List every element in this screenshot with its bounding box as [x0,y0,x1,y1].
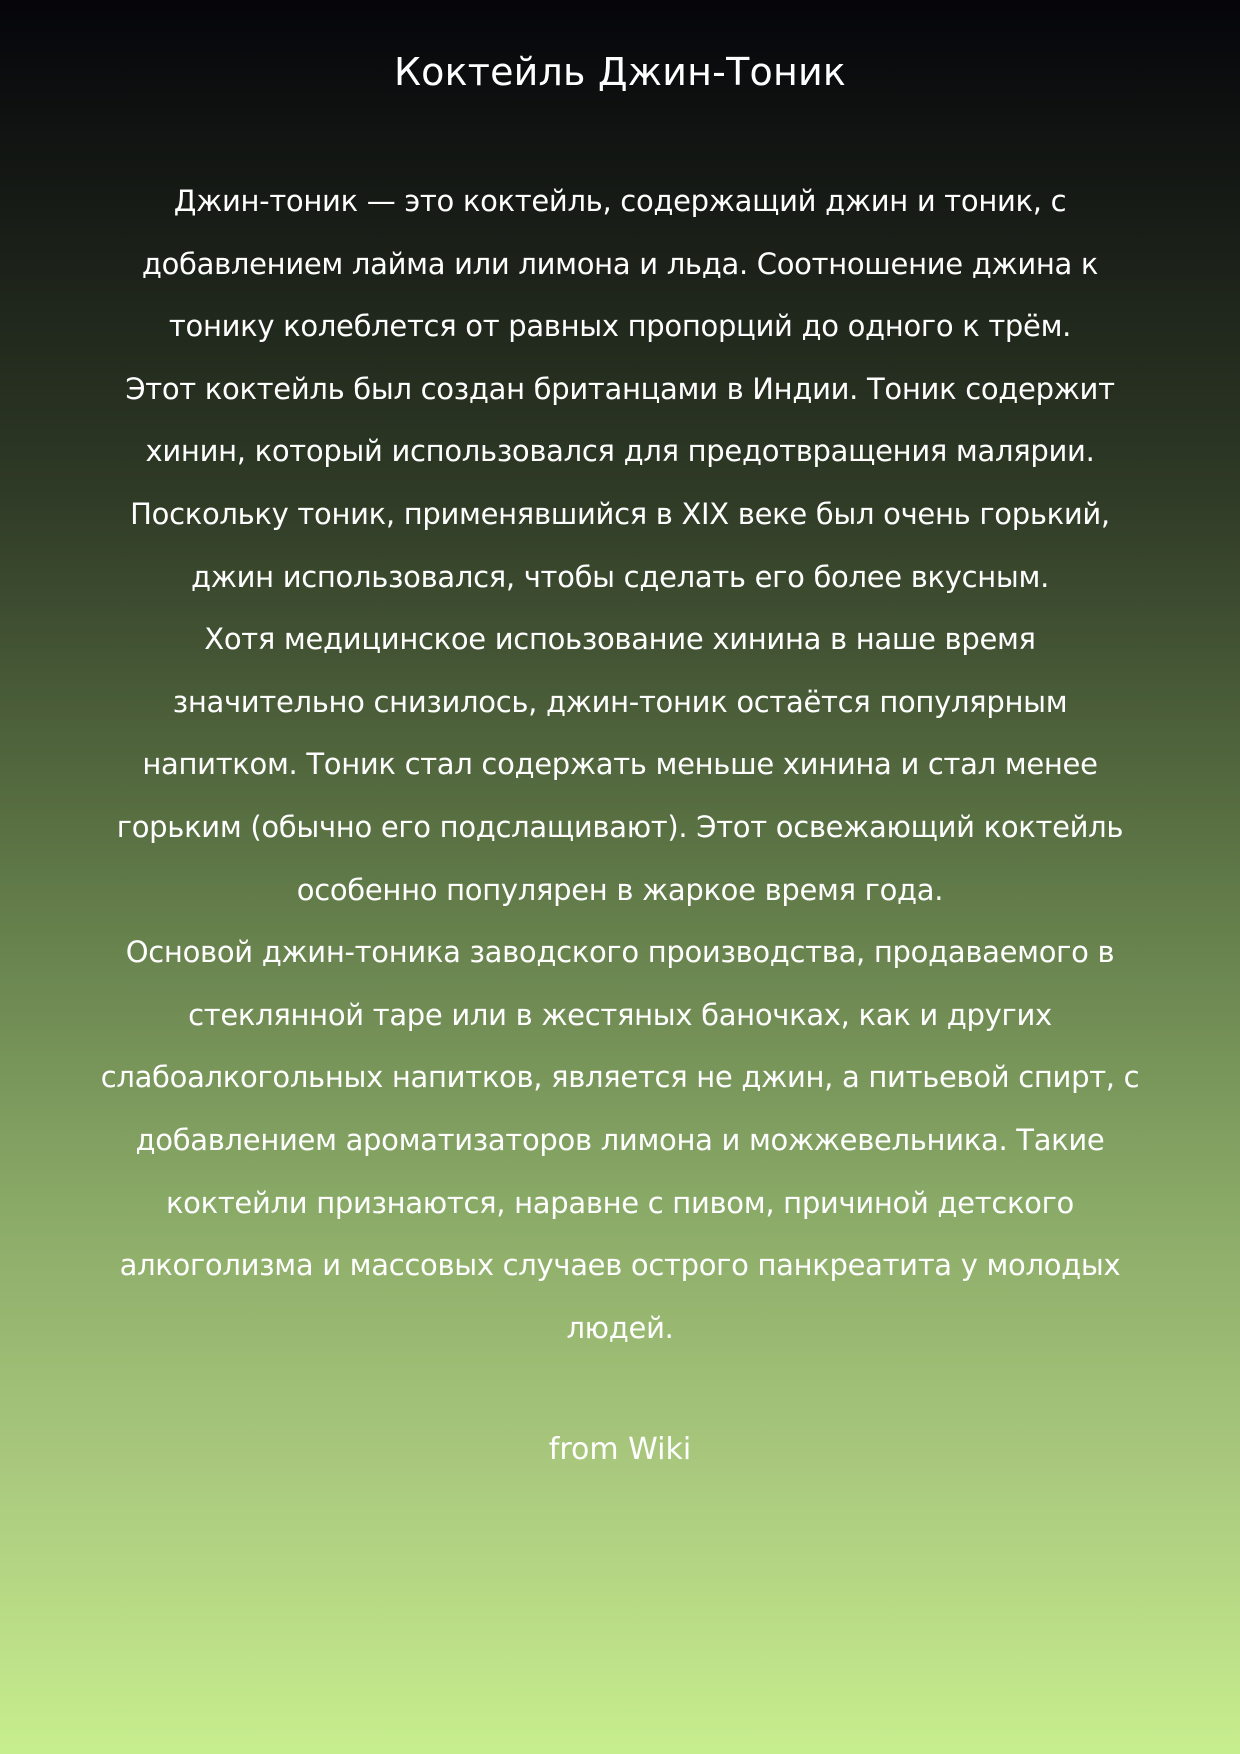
document-body [100,170,1140,1359]
body-line: алкоголизма и массовых случаев острого панкреатита у молодых [119,1248,1121,1283]
body-line: коктейли признаются, наравне с пивом, причиной детского [165,1185,1075,1220]
body-line: значительно снизилось, джин-тоник остаётся популярным [172,684,1068,719]
body-line: добавлением ароматизаторов лимона и можжевельника. Такие [135,1122,1105,1157]
body-line: Этот коктейль был создан британцами в Индии. Тоник содержит [125,371,1115,406]
body-line: Основой джин-тоника заводского производства, продаваемого в [125,935,1115,970]
body-line: Хотя медицинское испоьзование хинина в наше время [204,622,1036,657]
body-line: стеклянной таре или в жестяных баночках, как и других [188,997,1052,1032]
body-line: горьким (обычно его подслащивают). Этот освежающий коктейль [116,809,1124,844]
body-line: джин использовался, чтобы сделать его более вкусным. [191,559,1049,594]
body-line: Поскольку тоник, применявшийся в XIX веке был очень горький, [130,496,1110,531]
document-title: Коктейль Джин-Тоник [393,50,847,94]
source-attribution: from Wiki [548,1432,692,1467]
body-line: тонику колеблется от равных пропорций до одного к трём. [168,309,1072,344]
body-line: слабоалкогольных напитков, является не джин, а питьевой спирт, с [100,1060,1140,1095]
body-line: хинин, который использовался для предотвращения малярии. [145,434,1095,469]
body-line: особенно популярен в жаркое время года. [296,872,944,907]
body-line: людей. [566,1310,674,1345]
body-line: напитком. Тоник стал содержать меньше хинина и стал менее [142,747,1098,782]
body-line: Джин-тоник — это коктейль, содержащий джин и тоник, с [173,184,1067,218]
body-line: добавлением лайма или лимона и льда. Соотношение джина к [141,246,1099,281]
